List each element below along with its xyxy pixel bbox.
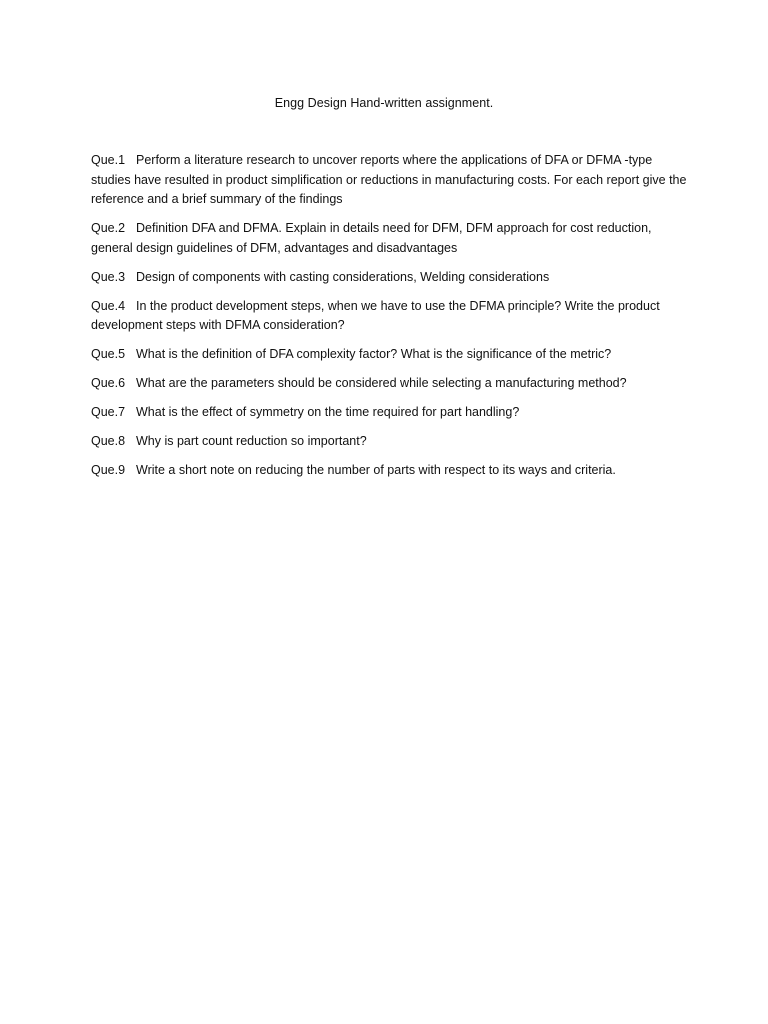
question-number: Que.5 — [91, 347, 126, 361]
question-1 — [91, 151, 691, 210]
question-text: Write a short note on reducing the number of parts with respect to its ways and criteria. — [136, 463, 616, 477]
question-text: In the product development steps, when we have to use the DFMA principle? Write the product development steps with DFMA consideration? — [91, 298, 660, 332]
document-title: Engg Design Hand-written assignment. — [274, 96, 494, 110]
question-text: Perform a literature research to uncover reports where the applications of DFA or DFMA -type studies have resulted in product simplification or reductions in manufacturing costs. For each report give the reference and a brief summary of the findings — [91, 153, 687, 206]
question-9 — [91, 461, 691, 481]
question-text: What is the effect of symmetry on the time required for part handling? — [136, 405, 520, 419]
question-2 — [91, 219, 691, 258]
question-text: What are the parameters should be considered while selecting a manufacturing method? — [136, 376, 627, 390]
question-number: Que.6 — [91, 376, 126, 390]
question-list — [91, 151, 691, 490]
question-7 — [91, 403, 691, 423]
question-number: Que.9 — [91, 463, 126, 477]
question-number: Que.1 — [91, 153, 126, 167]
question-4 — [91, 297, 691, 336]
question-number: Que.8 — [91, 434, 126, 448]
question-6 — [91, 374, 691, 394]
question-8 — [91, 432, 691, 452]
question-5 — [91, 345, 691, 365]
question-text: Definition DFA and DFMA. Explain in details need for DFM, DFM approach for cost reduction, general design guidelines of DFM, advantages and disadvantages — [91, 221, 652, 255]
question-number: Que.2 — [91, 221, 126, 235]
question-number: Que.4 — [91, 298, 126, 313]
question-text: Why is part count reduction so important? — [136, 434, 367, 448]
question-3 — [91, 268, 691, 288]
question-text: What is the definition of DFA complexity factor? What is the significance of the metric? — [136, 347, 612, 361]
question-number: Que.3 — [91, 269, 126, 284]
question-text: Design of components with casting considerations, Welding considerations — [136, 269, 550, 284]
question-number: Que.7 — [91, 405, 126, 419]
